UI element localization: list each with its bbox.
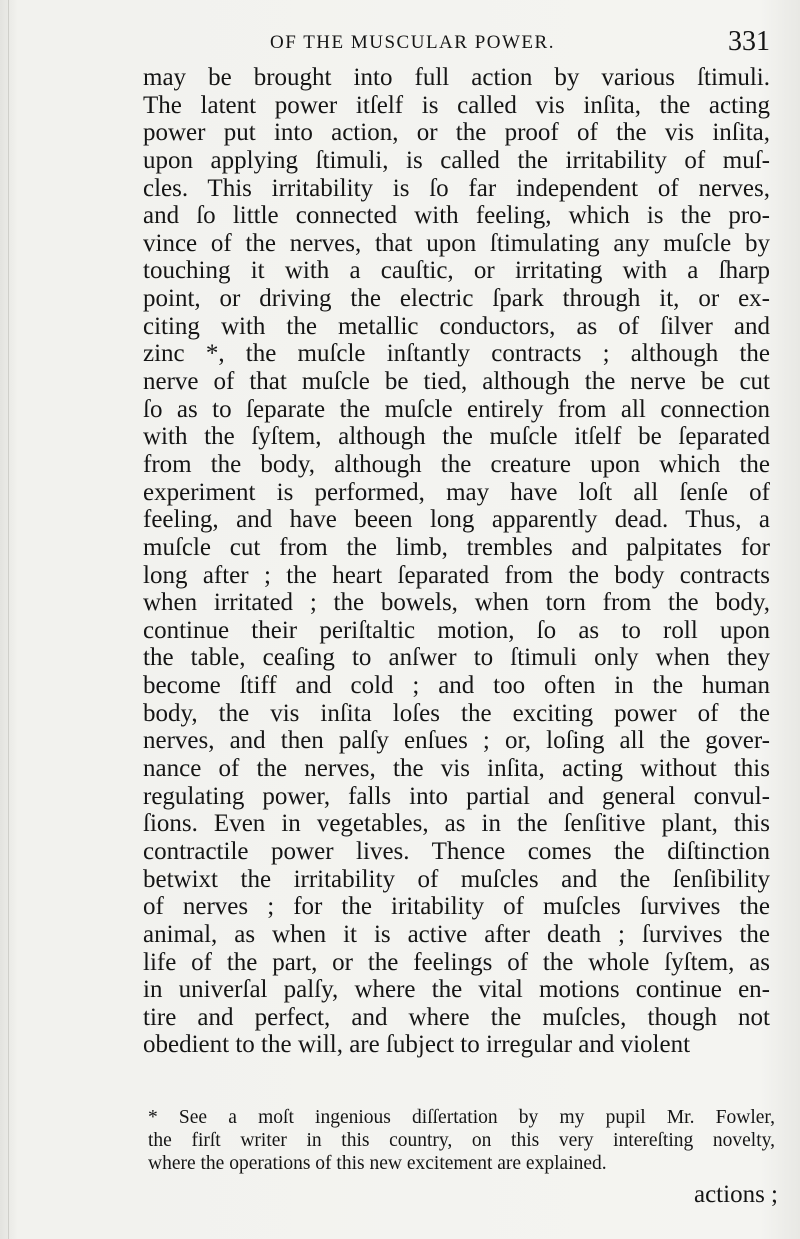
text-line: with the ſyſtem, although the muſcle itſelf be ſeparated bbox=[143, 423, 770, 451]
text-line: experiment is performed, may have loſt all ſenſe of bbox=[143, 478, 770, 506]
footnote-line: * See a moſt ingenious diſſertation by my pupil Mr. Fowler, bbox=[148, 1107, 775, 1128]
page-number: 331 bbox=[728, 26, 770, 57]
text-line: upon applying ſtimuli, is called the irritability of muſ- bbox=[143, 146, 770, 174]
text-line: vince of the nerves, that upon ſtimulating any muſcle by bbox=[143, 229, 770, 257]
catchword: actions ; bbox=[693, 1181, 778, 1208]
text-line: long after ; the heart ſeparated from the body contracts bbox=[143, 561, 770, 589]
text-line: when irritated ; the bowels, when torn from the body, bbox=[143, 589, 770, 617]
text-line: continue their periſtaltic motion, ſo as to roll upon bbox=[143, 616, 770, 644]
text-line: animal, as when it is active after death ; ſurvives the bbox=[143, 920, 770, 948]
text-line: obedient to the will, are ſubject to irregular and violent bbox=[143, 1031, 691, 1059]
text-line: regulating power, falls into partial and general convul- bbox=[143, 782, 770, 810]
text-line: may be brought into full action by various ſtimuli. bbox=[143, 64, 770, 91]
text-line: nerve of that muſcle be tied, although the nerve be cut bbox=[143, 368, 770, 396]
text-line: of nerves ; for the iritability of muſcles ſurvives the bbox=[143, 893, 770, 921]
text-line: citing with the metallic conductors, as of ſilver and bbox=[143, 312, 770, 340]
running-title: OF THE MUSCULAR POWER. bbox=[270, 32, 555, 53]
running-header bbox=[270, 26, 770, 58]
footnote bbox=[148, 1106, 775, 1175]
text-line: ſo as to ſeparate the muſcle entirely from all connection bbox=[143, 395, 770, 423]
text-line: point, or driving the electric ſpark through it, or ex- bbox=[143, 285, 770, 313]
text-line: and ſo little connected with feeling, which is the pro- bbox=[143, 202, 770, 230]
text-line: nerves, and then palſy enſues ; or, loſing all the gover- bbox=[143, 727, 770, 755]
text-line: become ſtiff and cold ; and too often in the human bbox=[143, 672, 770, 700]
text-line: the table, ceaſing to anſwer to ſtimuli only when they bbox=[143, 644, 770, 672]
text-line: life of the part, or the feelings of the whole ſyſtem, as bbox=[143, 948, 770, 976]
footnote-line: the firſt writer in this country, on this very intereſting novelty, bbox=[148, 1130, 775, 1151]
text-line: cles. This irritability is ſo far independent of nerves, bbox=[143, 174, 770, 202]
text-line: from the body, although the creature upon which the bbox=[143, 450, 770, 478]
text-line: in univerſal palſy, where the vital motions continue en- bbox=[143, 976, 770, 1004]
text-line: power put into action, or the proof of the vis inſita, bbox=[143, 119, 770, 147]
footnote-line: where the operations of this new excitement are explained. bbox=[148, 1153, 607, 1174]
text-line: zinc *, the muſcle inſtantly contracts ; although the bbox=[143, 340, 770, 368]
body-text bbox=[143, 64, 770, 1059]
text-line: touching it with a cauſtic, or irritating with a ſharp bbox=[143, 257, 770, 285]
text-line: feeling, and have beeen long apparently dead. Thus, a bbox=[143, 506, 770, 534]
text-line: The latent power itſelf is called vis inſita, the acting bbox=[143, 91, 770, 119]
text-line: nance of the nerves, the vis inſita, acting without this bbox=[143, 755, 770, 783]
text-line: muſcle cut from the limb, trembles and palpitates for bbox=[143, 533, 770, 561]
text-line: body, the vis inſita loſes the exciting power of the bbox=[143, 699, 770, 727]
text-line: ſions. Even in vegetables, as in the ſenſitive plant, this bbox=[143, 810, 770, 838]
text-line: betwixt the irritability of muſcles and the ſenſibility bbox=[143, 865, 770, 893]
text-line: contractile power lives. Thence comes the diſtinction bbox=[143, 837, 770, 865]
text-line: tire and perfect, and where the muſcles, though not bbox=[143, 1003, 770, 1031]
page-gutter-edge bbox=[8, 0, 9, 1239]
